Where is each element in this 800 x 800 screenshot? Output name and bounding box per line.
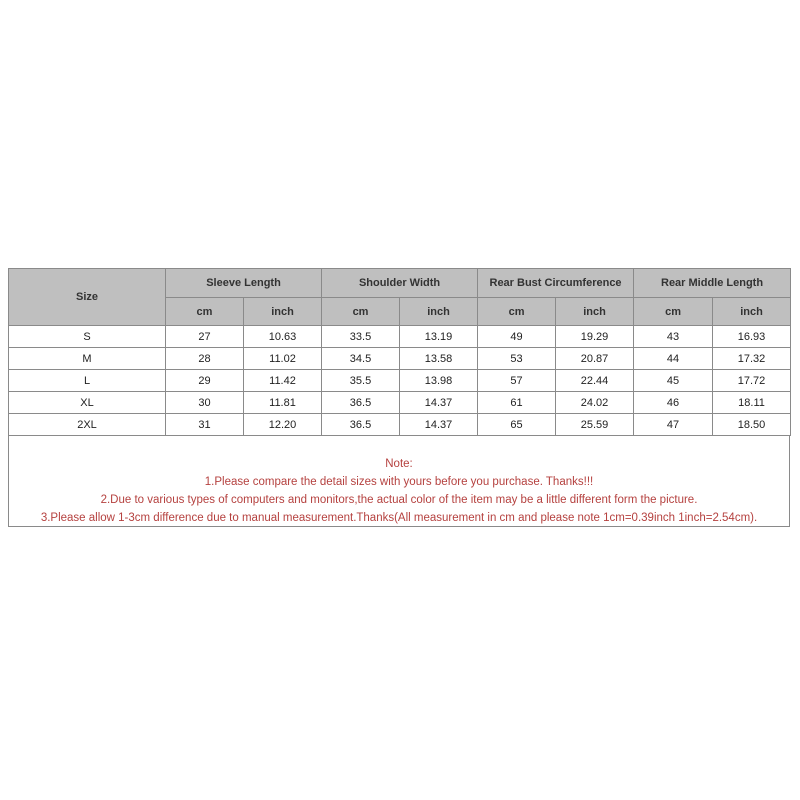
table-row xyxy=(9,370,791,392)
table-cell: 33.5 xyxy=(322,326,400,348)
size-cell: L xyxy=(9,370,166,392)
table-cell: 24.02 xyxy=(556,392,634,414)
size-cell: M xyxy=(9,348,166,370)
table-cell: 17.72 xyxy=(713,370,791,392)
size-column-header: Size xyxy=(9,269,166,326)
table-cell: 11.02 xyxy=(244,348,322,370)
table-cell: 11.81 xyxy=(244,392,322,414)
table-cell: 22.44 xyxy=(556,370,634,392)
table-cell: 36.5 xyxy=(322,392,400,414)
note-box xyxy=(8,436,790,527)
note-title: Note: xyxy=(385,458,413,470)
table-cell: 25.59 xyxy=(556,414,634,436)
table-cell: 31 xyxy=(166,414,244,436)
table-cell: 10.63 xyxy=(244,326,322,348)
table-cell: 35.5 xyxy=(322,370,400,392)
table-cell: 27 xyxy=(166,326,244,348)
table-cell: 14.37 xyxy=(400,414,478,436)
table-cell: 57 xyxy=(478,370,556,392)
table-cell: 53 xyxy=(478,348,556,370)
table-cell: 13.58 xyxy=(400,348,478,370)
size-cell: S xyxy=(9,326,166,348)
table-row xyxy=(9,392,791,414)
table-cell: 19.29 xyxy=(556,326,634,348)
table-cell: 44 xyxy=(634,348,713,370)
unit-header: cm xyxy=(478,298,556,326)
size-cell: 2XL xyxy=(9,414,166,436)
table-cell: 18.11 xyxy=(713,392,791,414)
table-cell: 14.37 xyxy=(400,392,478,414)
note-line-1: 1.Please compare the detail sizes with yours before you purchase. Thanks!!! xyxy=(204,476,594,488)
table-cell: 36.5 xyxy=(322,414,400,436)
group-header-sleeve-length: Sleeve Length xyxy=(166,269,322,298)
unit-header: cm xyxy=(166,298,244,326)
table-cell: 61 xyxy=(478,392,556,414)
table-cell: 45 xyxy=(634,370,713,392)
size-table xyxy=(8,268,791,436)
table-cell: 34.5 xyxy=(322,348,400,370)
header-row-groups xyxy=(9,269,791,298)
note-line-3: 3.Please allow 1-3cm difference due to manual measurement.Thanks(All measurement in cm and please note 1cm=0.39inch 1inch=2.54cm). xyxy=(40,512,758,524)
group-header-rear-bust-circumference: Rear Bust Circumference xyxy=(478,269,634,298)
group-header-rear-middle-length: Rear Middle Length xyxy=(634,269,791,298)
table-cell: 30 xyxy=(166,392,244,414)
table-cell: 65 xyxy=(478,414,556,436)
table-row xyxy=(9,348,791,370)
table-cell: 13.19 xyxy=(400,326,478,348)
table-cell: 43 xyxy=(634,326,713,348)
table-cell: 11.42 xyxy=(244,370,322,392)
table-cell: 20.87 xyxy=(556,348,634,370)
table-cell: 47 xyxy=(634,414,713,436)
table-cell: 16.93 xyxy=(713,326,791,348)
table-cell: 12.20 xyxy=(244,414,322,436)
table-cell: 29 xyxy=(166,370,244,392)
unit-header: inch xyxy=(244,298,322,326)
table-row xyxy=(9,414,791,436)
table-cell: 49 xyxy=(478,326,556,348)
table-cell: 46 xyxy=(634,392,713,414)
unit-header: cm xyxy=(634,298,713,326)
table-cell: 18.50 xyxy=(713,414,791,436)
table-cell: 13.98 xyxy=(400,370,478,392)
unit-header: inch xyxy=(400,298,478,326)
group-header-shoulder-width: Shoulder Width xyxy=(322,269,478,298)
table-cell: 28 xyxy=(166,348,244,370)
note-line-2: 2.Due to various types of computers and monitors,the actual color of the item may be a little different form the picture. xyxy=(100,494,698,506)
unit-header: inch xyxy=(713,298,791,326)
size-chart xyxy=(8,268,790,527)
unit-header: inch xyxy=(556,298,634,326)
table-cell: 17.32 xyxy=(713,348,791,370)
table-row xyxy=(9,326,791,348)
unit-header: cm xyxy=(322,298,400,326)
size-cell: XL xyxy=(9,392,166,414)
